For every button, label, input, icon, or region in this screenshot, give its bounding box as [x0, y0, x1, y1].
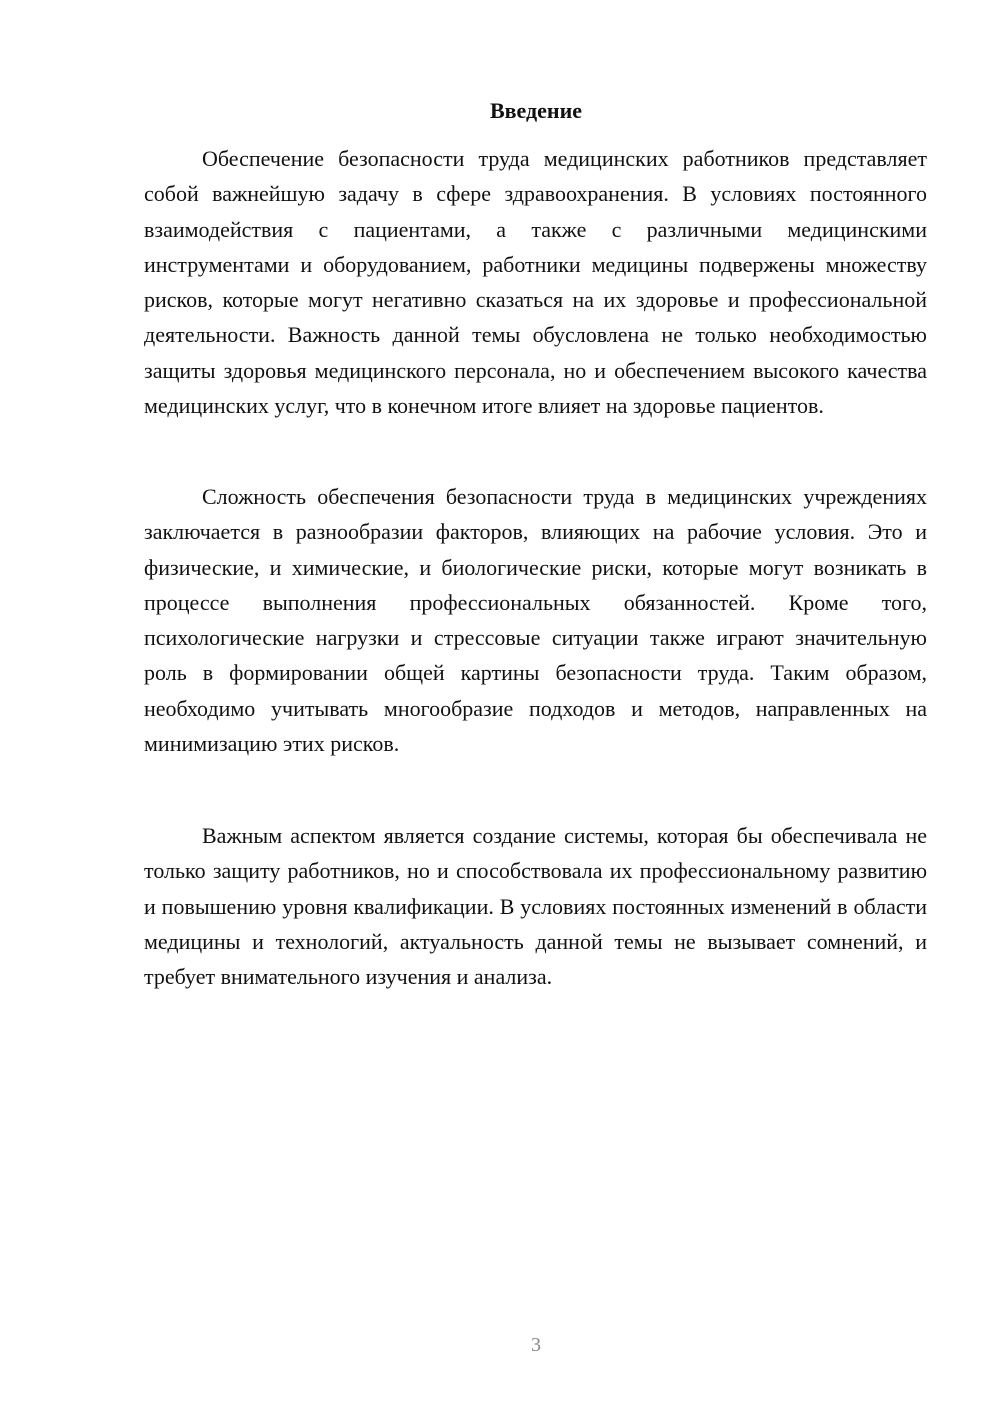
- paragraph-3: Важным аспектом является создание системы, которая бы обеспечивала не только защиту работников, но и способствовала их профессиональному развитию и повышению уровня квалификации. В условиях постоянных изменений в области медицины и технологий, актуальность данной темы не вызывает сомнений, и требует внимательного изучения и анализа.: [144, 823, 927, 990]
- paragraph-1: Обеспечение безопасности труда медицинских работников представляет собой важнейшую задачу в сфере здравоохранения. В условиях постоянного взаимодействия с пациентами, а также с различными медицинскими инструментами и оборудованием, работники медицины подвержены множеству рисков, которые могут негативно сказаться на их здоровье и профессиональной деятельности. Важность данной темы обусловлена не только необходимостью защиты здоровья медицинского персонала, но и обеспечением высокого качества медицинских услуг, что в конечном итоге влияет на здоровье пациентов.: [144, 146, 927, 419]
- paragraph-2: Сложность обеспечения безопасности труда в медицинских учреждениях заключается в разнообразии факторов, влияющих на рабочие условия. Это и физические, и химические, и биологические риски, которые могут возникать в процессе выполнения профессиональных обязанностей. Кроме того, психологические нагрузки и стрессовые ситуации также играют значительную роль в формировании общей картины безопасности труда. Таким образом, необходимо учитывать многообразие подходов и методов, направленных на минимизацию этих рисков.: [144, 484, 927, 757]
- page-number: 3: [531, 1334, 541, 1356]
- page-title: Введение: [489, 98, 583, 123]
